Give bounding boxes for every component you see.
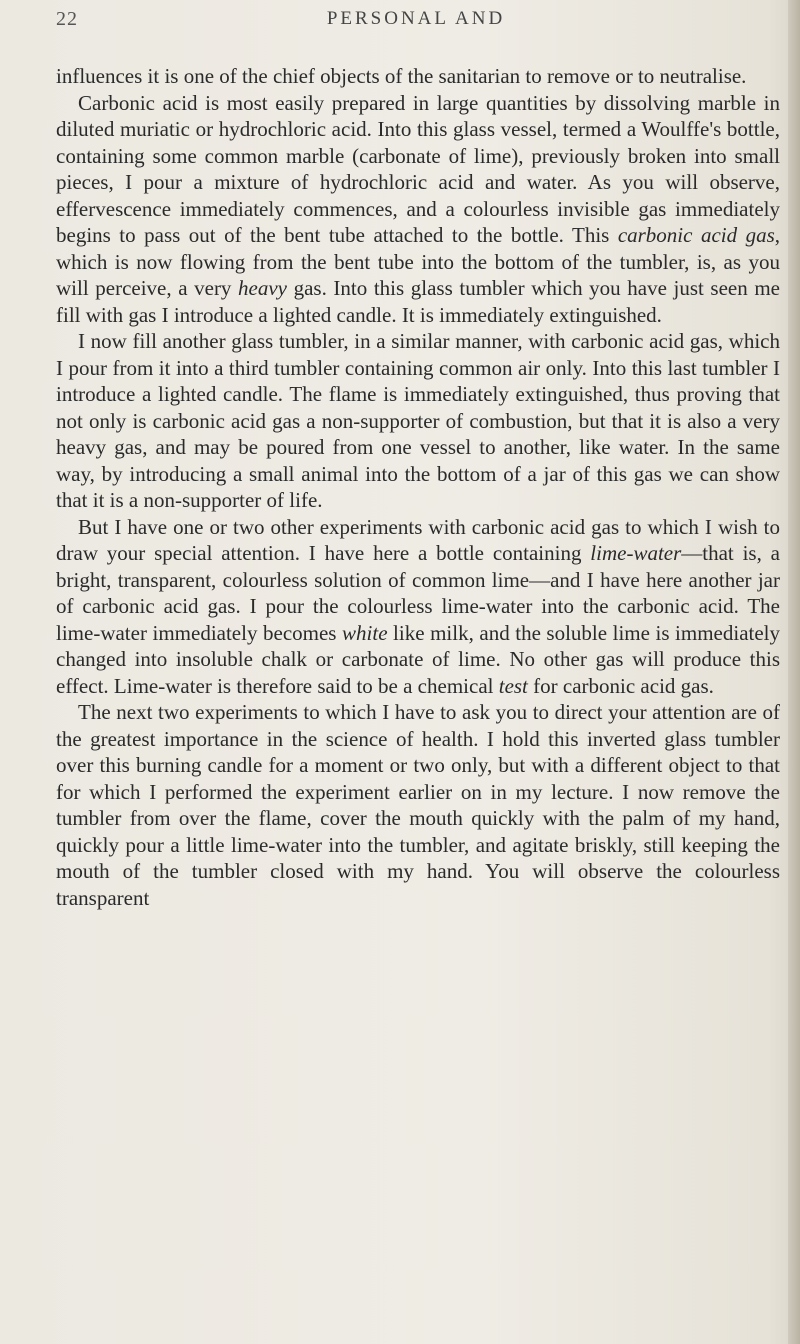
italic-term: lime-water	[590, 541, 682, 565]
text-run: for carbonic acid gas.	[527, 673, 714, 698]
paragraph	[56, 90, 780, 329]
body-text	[56, 63, 780, 911]
text-run: But I have one or two other experiments with carbonic acid gas to which I wish to draw your special attention. I have here a bottle containing	[56, 514, 780, 565]
italic-term: heavy	[238, 276, 287, 300]
page-header	[56, 8, 776, 38]
paragraph	[56, 63, 780, 90]
paragraph	[56, 328, 780, 514]
text-run: influences it is one of the chief objects of the sanitarian to remove or to neutralise.	[56, 64, 747, 88]
paragraph	[56, 699, 780, 911]
italic-term: test	[498, 673, 528, 698]
text-run: —that is, a bright, transparent, colourless solution of common lime—and I have here another jar of carbonic acid gas. I pour the colourless lime-water into the carbonic acid. The lime-water immediately becomes	[56, 541, 780, 645]
text-run: , which is now flowing from the bent tube into the bottom of the tumbler, is, as you will perceive, a very	[56, 223, 780, 300]
italic-term: white	[342, 620, 388, 645]
paragraph	[56, 514, 780, 700]
running-head: PERSONAL AND	[326, 8, 506, 29]
page-number: 22	[56, 8, 78, 30]
text-run: I now fill another glass tumbler, in a similar manner, with carbonic acid gas, which I pour from it into a third tumbler containing common air only. Into this last tumbler I introduce a lighted candle. The flame is immediately extinguished, thus proving that not only is carbonic acid gas a non-supporter of combustion, but that it is also a very heavy gas, and may be poured from one vessel to another, like water. In the same way, by introducing a small animal into the bottom of a jar of this gas we can show that it is a non-supporter of life.	[56, 329, 780, 512]
page-edge	[788, 0, 800, 1344]
text-run: gas. Into this glass tumbler which you have just seen me fill with gas I introduce a lighted candle. It is immediately extinguished.	[56, 276, 780, 327]
text-run: Carbonic acid is most easily prepared in large quantities by dissolving marble in diluted muriatic or hydrochloric acid. Into this glass vessel, termed a Woulffe's bottle, containing some common marble (carbonate of lime), previously broken into small pieces, I pour a mixture of hydrochloric acid and water. As you will observe, effervescence immediately commences, and a colourless invisible gas immediately begins to pass out of the bent tube attached to the bottle. This	[56, 90, 780, 247]
text-run: like milk, and the soluble lime is immediately changed into insoluble chalk or carbonate of lime. No other gas will produce this effect. Lime-water is therefore said to be a chemical	[56, 620, 781, 698]
text-run: The next two experiments to which I have to ask you to direct your attention are of the greatest importance in the science of health. I hold this inverted glass tumbler over this burning candle for a moment or two only, but with a different object to that for which I performed the experiment earlier on in my lecture. I now remove the tumbler from over the flame, cover the mouth quickly with the palm of my hand, quickly pour a little lime-water into the tumbler, and agitate briskly, still keeping the mouth of the tumbler closed with my hand. You will observe the colourless transparent	[56, 700, 780, 910]
italic-term: carbonic acid gas	[617, 223, 775, 247]
